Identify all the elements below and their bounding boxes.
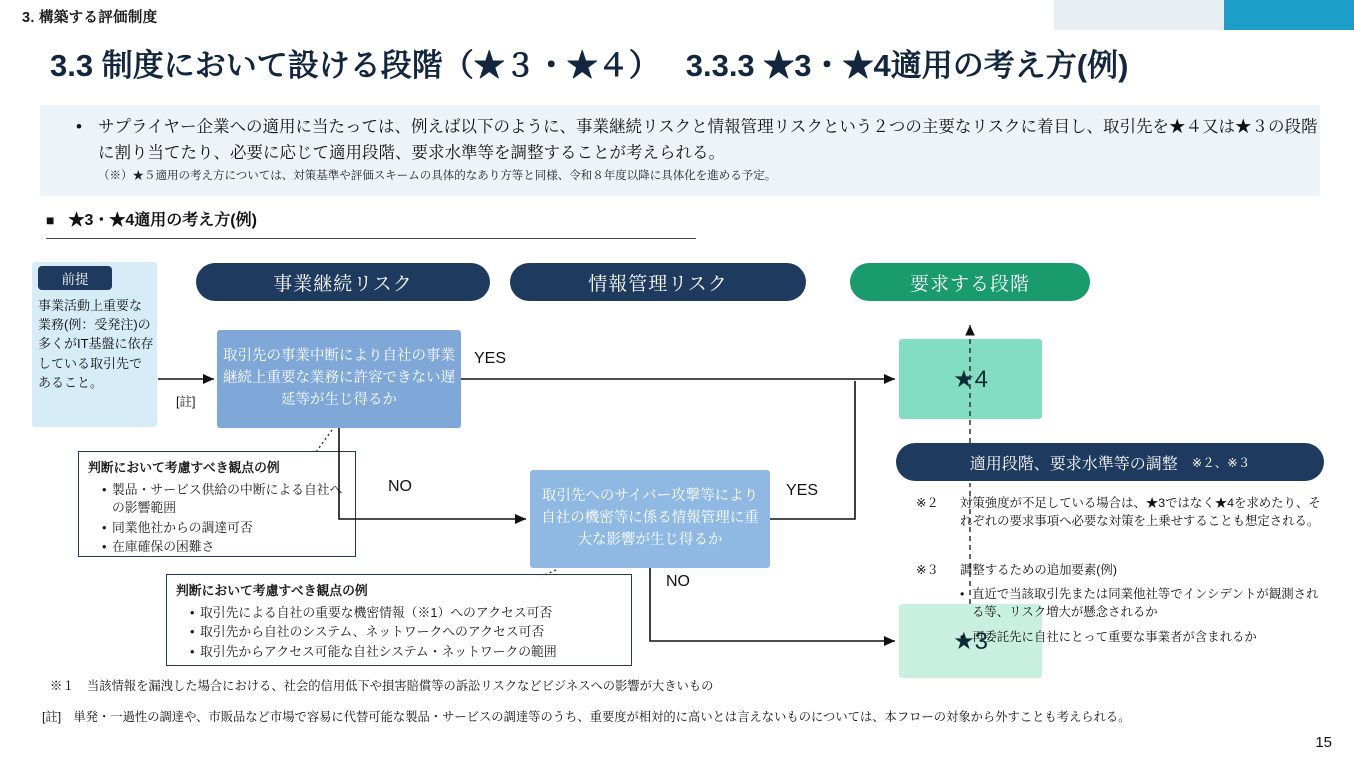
outcome-star4: ★4: [899, 339, 1042, 419]
page-title-left: 3.3 制度において設ける段階（★３・★４）: [50, 48, 660, 83]
list-item: • 製品・サービス供給の中断による自社への影響範囲: [102, 481, 346, 518]
note-2: [916, 495, 1324, 531]
page-title-right: 3.3.3 ★3・★4適用の考え方(例): [685, 48, 1129, 83]
viewpoint-box-business-list: [88, 481, 346, 557]
viewpoint-box-business-heading: 判断において考慮すべき観点の例: [88, 460, 280, 475]
page-number: 15: [1315, 734, 1332, 751]
list-item: • 取引先による自社の重要な機密情報（※1）へのアクセス可否: [190, 604, 622, 623]
adjustment-bar: [896, 443, 1324, 481]
premise-tag: 前提: [38, 266, 112, 290]
outcome-star3: ★3: [899, 604, 1042, 678]
footnote-1: ※１ 当該情報を漏洩した場合における、社会的信用低下や損害賠償等の訴訟リスクなどビジネスへの影響が大きいもの: [50, 679, 714, 693]
list-item: • 取引先からアクセス可能な自社システム・ネットワークの範囲: [190, 643, 622, 662]
section-heading-label: ★3・★4適用の考え方(例): [68, 212, 257, 229]
column-header-business-risk: 事業継続リスク: [196, 263, 490, 301]
lead-callout: [40, 105, 1320, 196]
lead-bullet-text: • サプライヤー企業への適用に当たっては、例えば以下のように、事業継続リスクと情報管理リスクという２つの主要なリスクに着目し、取引先を★４又は★３の段階に割り当てたり、必要に応じて適用段階、要求水準等を調整することが考えられる。: [68, 115, 1320, 166]
note-3-list: [960, 586, 1324, 647]
note-3-label: ※３: [916, 563, 939, 577]
header-accent-gray: [1054, 0, 1224, 30]
decision-information-management: 取引先へのサイバー攻撃等により自社の機密等に係る情報管理に重大な影響が生じ得るか: [530, 470, 770, 568]
square-bullet-icon: ■: [46, 212, 55, 228]
label-yes-2: YES: [786, 482, 819, 499]
viewpoint-box-information-heading: 判断において考慮すべき観点の例: [176, 583, 368, 598]
label-no-2: NO: [666, 573, 690, 590]
note-marker-label: [註]: [176, 395, 196, 409]
note-2-label: ※２: [916, 496, 939, 510]
column-header-required-level: 要求する段階: [850, 263, 1090, 301]
premise-text: 事業活動上重要な業務(例：受発注)の多くがIT基盤に依存している取引先であること。: [38, 298, 154, 390]
label-no-1: NO: [388, 478, 412, 495]
adjustment-bar-marks: ※２、※３: [1191, 456, 1251, 470]
list-item: • 同業他社からの調達可否: [102, 519, 346, 538]
header-accent-blue: [1224, 0, 1354, 30]
list-item: • 取引先から自社のシステム、ネットワークへのアクセス可否: [190, 623, 622, 642]
list-item: • 直近で当該取引先または同業他社等でインシデントが観測される等、リスク増大が懸念されるか: [960, 586, 1324, 622]
page-title: [50, 40, 1128, 85]
note-3-text: 調整するための追加要素(例): [960, 563, 1117, 577]
section-heading: [46, 207, 696, 239]
viewpoint-box-information: [166, 574, 632, 666]
note-3: [916, 562, 1324, 654]
section-kicker: 3. 構築する評価制度: [22, 10, 158, 26]
viewpoint-box-business: [78, 451, 356, 557]
list-item: • 在庫確保の困難さ: [102, 538, 346, 557]
lead-note-text: （※）★５適用の考え方については、対策基準や評価スキームの具体的なあり方等と同様、令和８年度以降に具体化を進める予定。: [98, 170, 777, 183]
footnote-2: [註] 単発・一過性の調達や、市販品など市場で容易に代替可能な製品・サービスの調達等のうち、重要度が相対的に高いとは言えないものについては、本フローの対象から外すことも考えられる。: [42, 710, 1131, 724]
decision-business-continuity: 取引先の事業中断により自社の事業継続上重要な業務に許容できない遅延等が生じ得るか: [217, 330, 461, 428]
viewpoint-box-information-list: [176, 604, 622, 662]
list-item: • 再委託先に自社にとって重要な事業者が含まれるか: [960, 629, 1324, 647]
label-yes-1: YES: [474, 350, 507, 367]
adjustment-bar-title: 適用段階、要求水準等の調整: [969, 455, 1178, 473]
column-header-info-risk: 情報管理リスク: [510, 263, 806, 301]
note-2-text: 対策強度が不足している場合は、★3ではなく★4を求めたり、それぞれの要求事項へ必要な対策を上乗せすることも想定される。: [960, 496, 1321, 528]
